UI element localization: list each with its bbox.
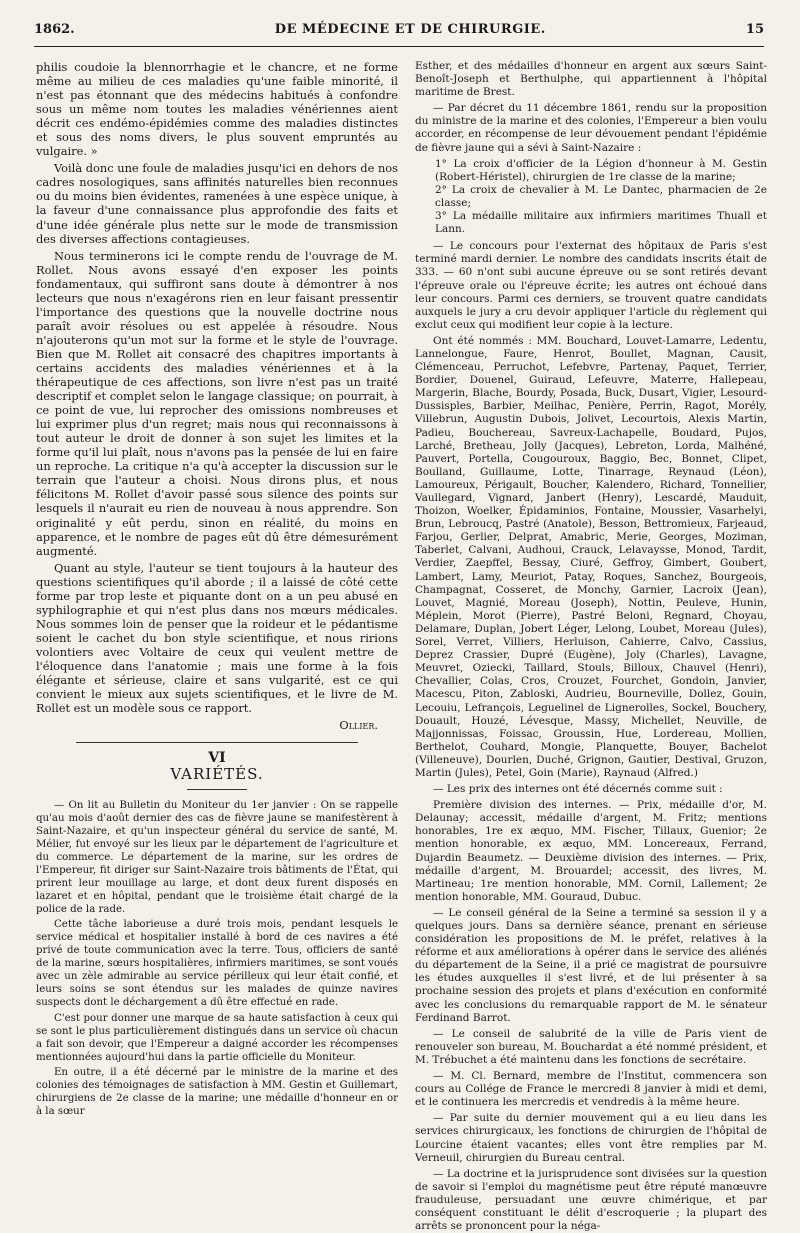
section-number: VI [208,750,226,767]
page-number: 15 [745,22,764,37]
list-item: 3° La médaille militaire aux infirmiers maritimes Thuall et Lann. [435,210,767,236]
paragraph: — Les prix des internes ont été décernés comme suit : [433,783,723,796]
left-column [36,60,398,1118]
paragraph: — M. Cl. Bernard, membre de l'Institut, commencera son cours au Collége de France le mercredi 8 janvier à midi et demi, et le continuera les mercredis et vendredis à la même heure. [415,1070,767,1109]
paragraph: Esther, et des médailles d'honneur en argent aux sœurs Saint-Benoît-Joseph et Berthulphe, qui appartiennent à l'hôpital maritime de Brest. [415,60,767,99]
paragraph: Cette tâche laborieuse a duré trois mois, pendant lesquels le service médical et hospitalier installé à bord de ces navires a été privé de toute communication avec la terre. Tous, officiers de santé de la marine, sœurs hospitalières, infirmiers maritimes, se sont voués avec un zèle admirable au service périlleux qui leur était confié, et leurs soins se sont étendus sur les malades de quinze navires suspects dont le déchargement a dû être effectué en rade. [36,919,398,1008]
header-year: 1862. [34,22,75,37]
section-title: VARIÉTÉS. [170,765,264,784]
page-header [34,22,764,47]
list-item: 1° La croix d'officier de la Légion d'honneur à M. Gestin (Robert-Héristel), chirurgien de 1re classe de la marine; [435,157,767,183]
paragraph: — La doctrine et la jurisprudence sont divisées sur la question de savoir si l'emploi du magnétisme peut être réputé manœuvre frauduleuse, persuadant une œuvre chimérique, et par conséquent constituant le délit d'escroquerie ; la plupart des arrêts se prononcent pour la néga- [415,1167,767,1233]
paragraph: philis coudoie la blennorrhagie et le chancre, et ne forme même au milieu de ces maladies qu'une faible minorité, il n'est pas étonnant que des médecins habitués à confondre sous un même nom toutes les maladies vénériennes aient décrit ces endémo-épidémies comme des maladies distinctes et sous des noms divers, le plus souvent empruntés au vulgaire. » [36,60,398,159]
paragraph: — Par décret du 11 décembre 1861, rendu sur la proposition du ministre de la marine et des colonies, l'Empereur a bien voulu accorder, en récompense de leur dévouement pendant l'épidémie de fièvre jaune qui a sévi à Saint-Nazaire : [415,102,767,154]
paragraph: En outre, il a été décerné par le ministre de la marine et des colonies des témoignages de satisfaction à MM. Gestin et Guillemart, chirurgiens de 2e classe de la marine; une médaille d'honneur en or à la sœur [36,1067,398,1118]
paragraph: Nous terminerons ici le compte rendu de l'ouvrage de M. Rollet. Nous avons essayé d'en exposer les points fondamentaux, qui suffiront sans doute à démontrer à nos lecteurs que nous n'exagérons rien en leur faisant pressentir l'importance des questions que la nouvelle doctrine nous paraît avoir résolues ou est appelée à résoudre. Nous n'ajouterons qu'un mot sur la forme et le style de l'ouvrage. Bien que M. Rollet ait consacré des chapitres importants à certains accidents des maladies vénériennes et à la thérapeutique de ces affections, son livre n'est pas un traité descriptif et complet selon le langage classique; on pourrait, à ce point de vue, lui reprocher des omissions nombreuses et lui exprimer plus d'un regret; mais nous qui reconnaissons à tout auteur le droit de donner à son sujet les limites et la forme qu'il lui plaît, nous n'avons pas la pensée de lui en faire un reproche. La critique n'a qu'à accepter la discussion sur le terrain que l'auteur a choisi. Nous dirons plus, et nous félicitons M. Rollet d'avoir passé sous silence des points sur lesquels il n'aurait eu rien de nouveau à nous apprendre. Son originalité y eût perdu, sinon en réalité, du moins en apparence, et le nombre de pages eût dû être démesurément augmenté. [36,248,398,558]
right-column [415,60,767,1233]
divider [76,742,358,743]
journal-title: DE MÉDECINE ET DE CHIRURGIE. [274,22,546,37]
paragraph: — Le conseil de salubrité de la ville de Paris vient de renouveler son bureau, M. Bouchardat a été nommé président, et M. Trébuchet a été maintenu dans les fonctions de secrétaire. [415,1027,767,1066]
paragraph: Ont été nommés : MM. Bouchard, Louvet-Lamarre, Ledentu, Lannelongue, Faure, Henrot, Boullet, Magnan, Causit, Clémenceau, Perruchot, Lefebvre, Partenay, Paquet, Terrier, Bordier, Douenel, Guiraud, Lefeuvre, Materre, Hallepeau, Margerin, Blache, Bourdy, Posada, Buck, Dusart, Vigier, Lesourd-Dussisples, Barbier, Meilhac, Penière, Perrin, Ragot, Morély, Villebrun, Augustin Dubois, Jolivet, Lecourtois, Alexis Martin, Padieu, Bouchereau, Savreux-Lachapelle, Boudard, Pujos, Larché, Bretheau, Jolly (Jacques), Lebreton, Lorda, Malhéné, Pauvert, Portella, Cougouroux, Baggio, Bec, Bonnet, Clipet, Boulland, Guillaume, Lotte, Tinarrage, Reynaud (Léon), Lamoureux, Périgault, Boucher, Kalendero, Richard, Tonnellier, Vaullegard, Vignard, Janbert (Henry), Lescardé, Mauduit, Thoizon, Woelker, Épidaminios, Fontaine, Moussier, Vasarhelyi, Brun, Lebroucq, Pastré (Anatole), Besson, Bettromieux, Farjeaud, Farjou, Gerlier, Delprat, Amabric, Merie, Georges, Moziman, Taberlet, Calvani, Audhoui, Crauck, Lelavaysse, Monod, Tardit, Verdier, Zaepffel, Bessay, Ciuré, Geffroy, Gimbert, Goubert, Lambert, Lamy, Meuriot, Patay, Roques, Sanchez, Bourgeois, Champagnat, Cosseret, de Monchy, Garnier, Lacroix (Jean), Louvet, Magnié, Moreau (Joseph), Nottin, Peuleve, Hunin, Méplein, Morot (Pierre), Pastré Beloni, Regnard, Choyau, Delamare, Duplan, Jobert Léger, Lelong, Loubet, Moreau (Jules), Sorel, Verret, Villiers, Herluison, Cahierre, Calvo, Cassius, Deprez Crassier, Dupré (Eugène), Joly (Charles), Lavagne, Meuvret, Oziecki, Taillard, Stouls, Billoux, Chauvel (Henri), Chevallier, Colas, Cros, Crouzet, Fourchet, Gondoin, Janvier, Macescu, Piton, Zabloski, Audrieu, Bourneville, Dollez, Gouin, Lecouiu, Lefrançois, Leguelinel de Lignerolles, Sockel, Bouchery, Douault, Houzé, Lévesque, Massy, Michellet, Neuville, de Majjonnissas, Foissac, Groussin, Hue, Lordereau, Mollien, Berthelot, Couhard, Mongie, Planquette, Bouyer, Bachelot (Villeneuve), Dourlen, Duché, Grignon, Gautier, Destival, Gruzon, Martin (Jules), Petel, Goin (Marie), Raynaud (Alfred.) [415,334,767,779]
paragraph: — Par suite du dernier mouvement qui a eu lieu dans les services chirurgicaux, les fonctions de chirurgien de l'hôpital de Lourcine étaient vacantes; elles vont être remplies par M. Verneuil, chirurgien du Bureau central. [415,1112,767,1164]
paragraph: Quant au style, l'auteur se tient toujours à la hauteur des questions scientifiques qu'il aborde ; il a laissé de côté cette forme par trop leste et piquante dont on a un peu abusé en syphilographie et qui n'est plus dans nos mœurs médicales. Nous sommes loin de penser que la roideur et le pédantisme soient le cachet du bon style scientifique, et nous ririons volontiers avec Voltaire de ceux qui veulent mettre de l'éloquence dans l'anatomie ; mais une forme à la fois élégante et sérieuse, claire et sans vulgarité, est ce qui convient le mieux aux sujets scientifiques, et le livre de M. Rollet est un modèle sous ce rapport. [36,560,398,716]
divider [187,789,247,790]
paragraph: Voilà donc une foule de maladies jusqu'ici en dehors de nos cadres nosologiques, sans affinités naturelles bien reconnues ou du moins bien évidentes, ramenées à une espèce unique, à la faveur d'une connaissance plus approfondie des faits et d'une idée générale plus nette sur le mode de transmission des diverses affections contagieuses. [36,161,398,246]
author-signature: Ollier. [339,718,378,733]
paragraph: — On lit au Bulletin du Moniteur du 1er janvier : On se rappelle qu'au mois d'août dernier des cas de fièvre jaune se manifestèrent à Saint-Nazaire, et qu'un inspecteur général du service de santé, M. Mélier, fut envoyé sur les lieux par le département de l'agriculture et du commerce. Le département de la marine, sur les ordres de l'Empereur, fit diriger sur Saint-Nazaire trois bâtiments de l'État, qui prirent leur mouillage au large, et dont deux furent disposés en lazaret et en hôpital, pendant que le troisième était chargé de la police de la rade. [36,800,398,915]
award-list [415,158,767,237]
paragraph: C'est pour donner une marque de sa haute satisfaction à ceux qui se sont le plus particulièrement distingués dans un service où chacun a fait son devoir, que l'Empereur a daigné accorder les récompenses mentionnées aujourd'hui dans la partie officielle du Moniteur. [36,1012,398,1063]
paragraph: — Le concours pour l'externat des hôpitaux de Paris s'est terminé mardi dernier. Le nombre des candidats inscrits était de 333. — 60 n'ont subi aucune épreuve ou se sont retirés devant l'épreuve orale ou l'épreuve écrite; les autres ont échoué dans leur concours. Parmi ces derniers, se trouvent quatre candidats auxquels le jury a cru devoir appliquer l'article du règlement qui exclut ceux qui modifient leur copie à la lecture. [415,240,767,331]
paragraph: — Le conseil général de la Seine a terminé sa session il y a quelques jours. Dans sa dernière séance, prenant en sérieuse considération les propositions de M. le préfet, relatives à la réforme et aux améliorations à opérer dans le service des aliénés du département de la Seine, il a prié ce magistrat de poursuivre les études auxquelles il s'est livré, et de lui présenter à sa prochaine session des projets et plans d'exécution en conformité avec les conclusions du remarquable rapport de M. le sénateur Ferdinand Barrot. [415,906,767,1024]
list-item: 2° La croix de chevalier à M. Le Dantec, pharmacien de 2e classe; [435,183,767,209]
paragraph: Première division des internes. — Prix, médaille d'or, M. Delaunay; accessit, médaille d'argent, M. Fritz; mentions honorables, 1re ex æquo, MM. Fischer, Tillaux, Guenior; 2e mention honorable, ex æquo, MM. Loncereaux, Ferrand, Dujardin Beaumetz. — Deuxième division des internes. — Prix, médaille d'argent, M. Brouardel; accessit, des livres, M. Martineau; 1re mention honorable, MM. Cornil, Lallement; 2e mention honorable, MM. Gouraud, Dubuc. [415,799,767,903]
